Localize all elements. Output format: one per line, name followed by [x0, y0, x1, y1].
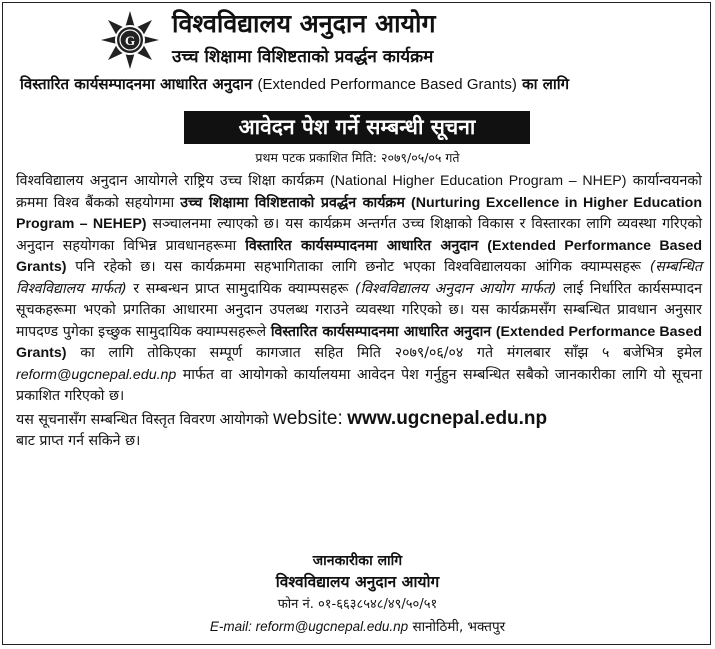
text-run: बाट प्राप्त गर्न सकिने छ। [16, 433, 141, 449]
nhep-name: (National Higher Education Program – NHEP) [330, 173, 627, 189]
paragraph-website [16, 408, 702, 453]
contact-org: विश्वविद्यालय अनुदान आयोग [275, 573, 440, 591]
website-label: website: [273, 407, 343, 429]
contact-block [0, 552, 715, 638]
contact-address: सानोठिमी, भक्तपुर [412, 619, 506, 635]
contact-email-address [0, 616, 715, 638]
text-run: मार्फत वा आयोगको कार्यालयमा आवेदन पेश गर्नुहुन सम्बन्धित सबैको जानकारीका लागि यो सूचना प्रकाशित गरिएको छ। [16, 366, 702, 404]
contact-email[interactable]: E-mail: reform@ugcnepal.edu.np [209, 619, 409, 634]
text-run: विश्वविद्यालय अनुदान आयोगले राष्ट्रिय उच्च शिक्षा कार्यक्रम [16, 173, 324, 189]
nehep-name: (Nurturing Excellence in Higher Education Program – NEHEP) [16, 194, 703, 232]
text-run: यस सूचनासँग सम्बन्धित विस्तृत विवरण आयोगको [16, 411, 269, 428]
program-name-np: उच्च शिक्षामा विशिष्टताको प्रवर्द्धन कार्यक्रम [180, 194, 405, 211]
logo-letter: G [124, 33, 136, 48]
ugc-logo [100, 10, 160, 70]
subtitle-en: (Extended Performance Based Grants) [257, 76, 517, 93]
subtitle-np1: विस्तारित कार्यसम्पादनमा आधारित अनुदान [20, 75, 253, 93]
notice-heading-banner: आवेदन पेश गर्ने सम्बन्धी सूचना [184, 111, 530, 144]
subtitle-np2: का लागि [522, 75, 570, 93]
grant-name-en-2: (Extended Performance Based Grants) [16, 323, 702, 361]
email-link[interactable]: reform@ugcnepal.edu.np [16, 366, 177, 383]
grant-subtitle [20, 74, 569, 94]
grant-name-np: विस्तारित कार्यसम्पादनमा आधारित अनुदान [245, 237, 479, 254]
text-run: पनि रहेको छ। यस कार्यक्रममा सहभागिताका लागि छनोट भएका विश्वविद्यालयका आंगिक क्याम्पसहरू [75, 259, 641, 275]
website-link[interactable]: www.ugcnepal.edu.np [347, 407, 548, 429]
program-title: उच्च शिक्षामा विशिष्टताको प्रवर्द्धन कार्यक्रम [172, 47, 434, 67]
for-info-label: जानकारीका लागि [312, 553, 403, 569]
contact-phone: फोन नं. ०१-६६३८५४८/४९/५०/५१ [277, 597, 438, 612]
text-run: कार्यान्वयनको क्रममा विश्व बैंकको सहयोगमा [16, 173, 702, 211]
text-run: लाई निर्धारित कार्यसम्पादन सूचकहरूमा भएको प्रगतिका आधारमा अनुदान उपलब्ध गराउने व्यवस्था गरिएको छ। यस कार्यक्रमसँग सम्बन्धित प्रावधान अनुसार मापदण्ड पुगेका इच्छुक सामुदायिक क्याम्पसहरूले [16, 280, 703, 340]
via-university: (सम्बन्धित विश्वविद्यालय मार्फत) [16, 259, 703, 297]
publish-date: प्रथम पटक प्रकाशित मिति: २०७९/०५/०५ गते [255, 150, 460, 165]
text-run: का लागि तोकिएका सम्पूर्ण कागजात सहित मिति २०७९/०६/०४ गते मंगलबार साँझ ५ बजेभित्र इमेल [80, 345, 703, 361]
org-title: विश्वविद्यालय अनुदान आयोग [172, 9, 436, 38]
via-ugc: (विश्वविद्यालय अनुदान आयोग मार्फत) [354, 280, 557, 297]
paragraph-main [16, 171, 702, 408]
text-run: सञ्चालनमा ल्याएको छ। यस कार्यक्रम अन्तर्गत उच्च शिक्षाको विकास र विस्तारका लागि व्यवस्था गरिएको अनुदान सहयोगका विभिन्न प्रावधानहरूमा [16, 216, 703, 254]
grant-name-en: (Extended Performance Based Grants) [16, 237, 703, 275]
notice-body [16, 171, 702, 453]
grant-name-np-2: विस्तारित कार्यसम्पादनमा आधारित अनुदान [270, 323, 492, 340]
text-run: र सम्बन्धन प्राप्त सामुदायिक क्याम्पसहरू [133, 280, 349, 297]
